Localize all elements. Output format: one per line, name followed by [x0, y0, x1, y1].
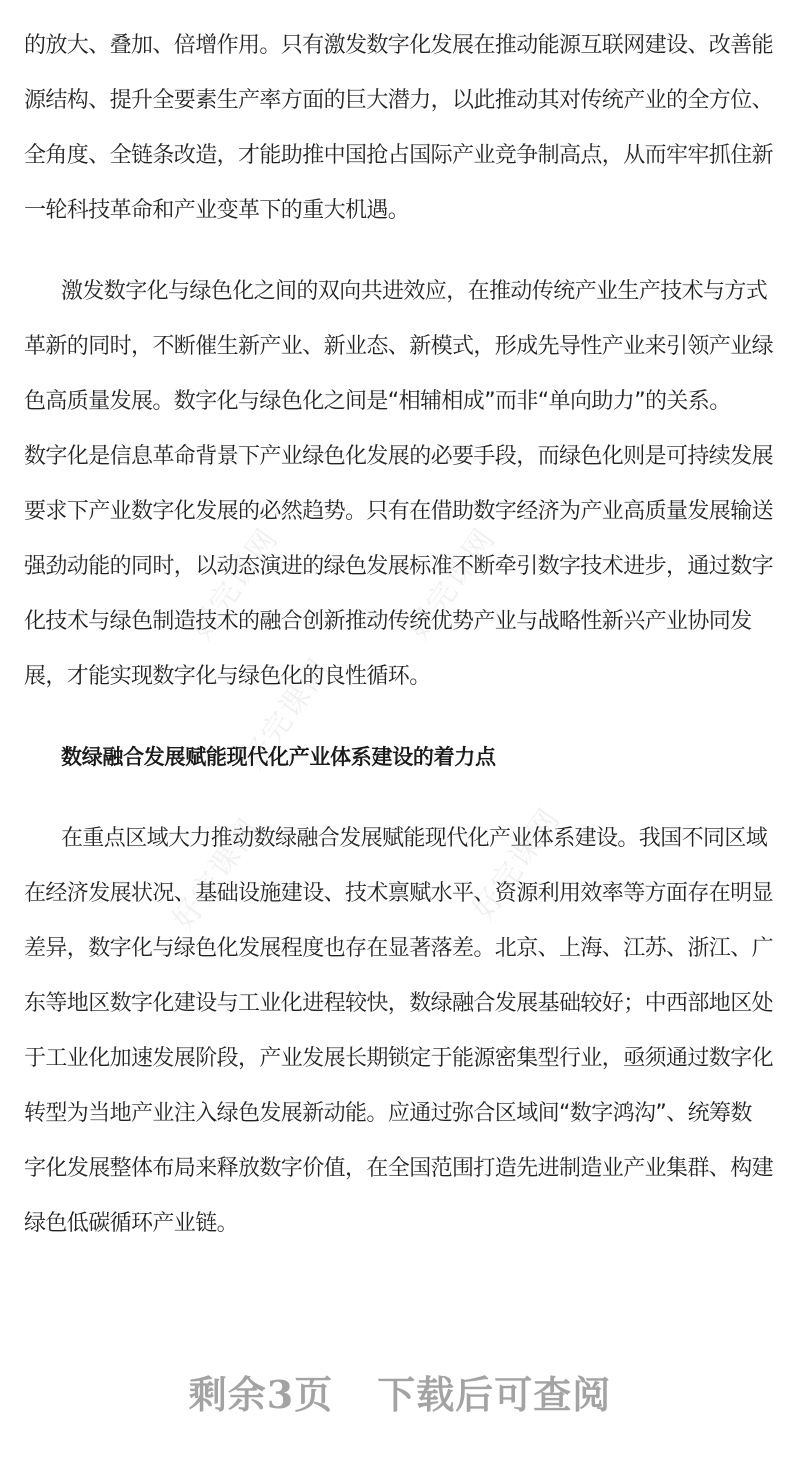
- text-line: 一轮科技革命和产业变革下的重大机遇。: [24, 198, 410, 223]
- paragraph-gap: [24, 704, 776, 730]
- text-line: 转型为当地产业注入绿色发展新动能。应通过弥合区域间“数字鸿沟”、统筹数: [24, 1101, 752, 1126]
- watermark: 好完课网: [165, 811, 268, 937]
- text-line: 要求下产业数字化发展的必然趋势。只有在借助数字经济为产业高质量发展输送: [24, 499, 774, 524]
- text-line: 强劲动能的同时，以动态演进的绿色发展标准不断牵引数字技术进步，通过数字: [24, 554, 774, 579]
- text-line: 源结构、提升全要素生产率方面的巨大潜力，以此推动其对传统产业的全方位、: [24, 88, 774, 113]
- text-line: 激发数字化与绿色化之间的双向共进效应，在推动传统产业生产技术与方式: [61, 279, 768, 304]
- paragraph-gap: [24, 238, 776, 264]
- text-line: 全角度、全链条改造，才能助推中国抢占国际产业竞争制高点，从而牢牢抓住新: [24, 143, 774, 168]
- paragraph-gap: [24, 785, 776, 811]
- text-line: 于工业化加速发展阶段，产业发展长期锁定于能源密集型行业，亟须通过数字化: [24, 1046, 774, 1071]
- text-line: 绿色低碳循环产业链。: [24, 1211, 239, 1236]
- text-line: 差异，数字化与绿色化发展程度也存在显著落差。北京、上海、江苏、浙江、广: [24, 936, 774, 961]
- text-line: 数字化是信息革命背景下产业绿色化发展的必要手段，而绿色化则是可持续发展: [24, 444, 774, 469]
- text-line: 字化发展整体布局来释放数字价值，在全国范围打造先进制造业产业集群、构建: [24, 1156, 774, 1181]
- text-line: 东等地区数字化建设与工业化进程较快，数绿融合发展基础较好；中西部地区处: [24, 991, 774, 1016]
- watermark: 好完课网: [465, 801, 568, 927]
- text-line: 化技术与绿色制造技术的融合创新推动传统优势产业与战略性新兴产业协同发: [24, 609, 752, 634]
- text-line: 革新的同时，不断催生新产业、新业态、新模式，形成先导性产业来引领产业绿: [24, 334, 774, 359]
- section-heading: 数绿融合发展赋能现代化产业体系建设的着力点: [61, 745, 496, 769]
- watermark: 好完课网: [235, 651, 338, 777]
- text-line: 色高质量发展。数字化与绿色化之间是“相辅相成”而非“单向助力”的关系。: [24, 389, 731, 414]
- document-page: [24, 18, 776, 1251]
- text-line: 的放大、叠加、倍增作用。只有激发数字化发展在推动能源互联网建设、改善能: [24, 33, 774, 58]
- watermark: 好完课网: [183, 521, 286, 647]
- text-line: 在经济发展状况、基础设施建设、技术禀赋水平、资源利用效率等方面存在明显: [24, 881, 774, 906]
- paragraph-2: [24, 264, 776, 704]
- watermark: 好完课网: [400, 521, 503, 647]
- remaining-pages-label: 剩余3页: [188, 1372, 334, 1417]
- text-line: 在重点区域大力推动数绿融合发展赋能现代化产业体系建设。我国不同区域: [61, 826, 768, 851]
- paragraph-3: [24, 811, 776, 1251]
- download-to-view-label: 下载后可查阅: [377, 1372, 612, 1417]
- paragraph-1: [24, 18, 776, 238]
- download-prompt-banner[interactable]: [0, 1364, 800, 1419]
- text-line: 展，才能实现数字化与绿色化的良性循环。: [24, 664, 431, 689]
